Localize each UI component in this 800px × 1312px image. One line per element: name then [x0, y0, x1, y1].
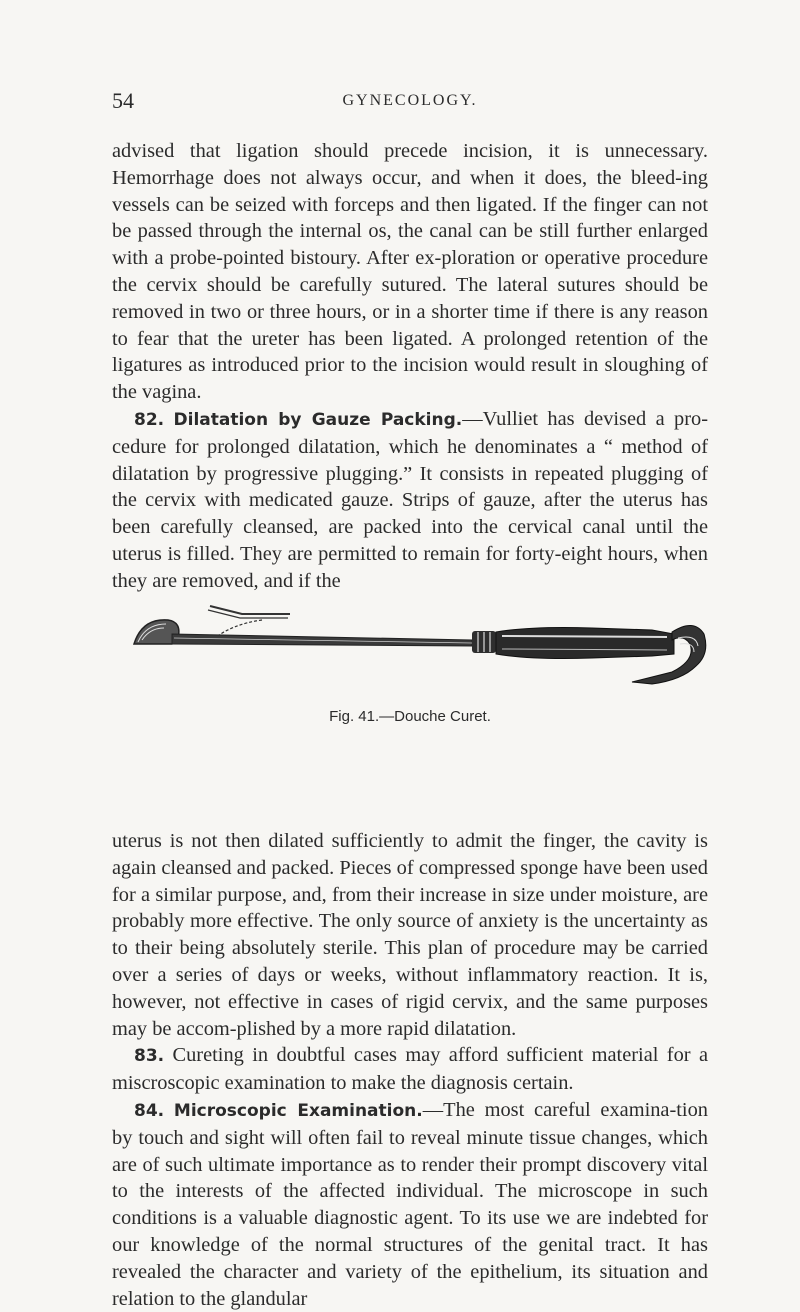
- figure-caption: Fig. 41.—Douche Curet.: [329, 708, 491, 725]
- section-number: 82.: [134, 409, 165, 430]
- section-number: 84.: [134, 1100, 165, 1121]
- paragraph-section-83: [112, 1042, 708, 1097]
- douche-curet-illustration: [112, 600, 712, 696]
- figure-douche-curet: [112, 600, 712, 696]
- page-header: [112, 88, 708, 118]
- paragraph-section-82: [112, 406, 708, 595]
- paragraph-continuation: uterus is not then dilated sufficiently to admit the finger, the cavity is again cleansed and packed. Pieces of compressed sponge have been used for a similar purpose, and, from their increase in size under moisture, are probably more effective. The only source of anxiety is the uncertainty as to their being absolutely sterile. This plan of procedure may be carried over a series of days or weeks, without inflammatory reaction. It is, however, not effective in cases of rigid cervix, and the same purposes may be accom-plished by a more rapid dilatation.: [112, 830, 708, 1040]
- section-body: —The most careful examina-tion by touch and sight will often fail to reveal minute tissue changes, which are of such ultimate importance as to render their prompt discovery vital to the interests of the affected individual. The microscope in such conditions is a valuable diagnostic agent. To its use we are indebted for our knowledge of the normal structures of the genital tract. It has revealed the character and variety of the epithelium, its situation and relation to the glandular: [112, 1098, 708, 1310]
- section-body: Cureting in doubtful cases may afford sufficient material for a miscroscopic examination to make the diagnosis certain.: [112, 1044, 708, 1095]
- paragraph-section-84: [112, 1097, 708, 1312]
- text-block-lower: [112, 828, 708, 1312]
- paragraph-ligation: advised that ligation should precede incision, it is unnecessary. Hemorrhage does not always occur, and when it does, the bleed-ing vessels can be seized with forceps and then ligated. If the finger can not be passed through the internal os, the canal can be still further enlarged with a probe-pointed bistoury. After ex-ploration or operative procedure the cervix should be carefully sutured. The lateral sutures should be removed in two or three hours, or in a shorter time if there is any reason to fear that the ureter has been ligated. A prolonged retention of the ligatures as introduced prior to the incision would result in sloughing of the vagina.: [112, 140, 708, 404]
- section-heading: Microscopic Examination.: [173, 1100, 423, 1121]
- section-heading: Dilatation by Gauze Packing.: [173, 409, 463, 430]
- section-number: 83.: [134, 1046, 165, 1067]
- section-body: —Vulliet has devised a pro-cedure for prolonged dilatation, which he denominates a “ method of dilatation by progressive plugging.” It consists in repeated plugging of the cervix with medicated gauze. Strips of gauze, after the uterus has been carefully cleansed, are packed into the cervical canal until the uterus is filled. They are permitted to remain for forty-eight hours, when they are removed, and if the: [112, 407, 708, 592]
- text-block-upper: [112, 138, 708, 595]
- running-head: GYNECOLOGY.: [342, 92, 478, 109]
- page-number: 54: [112, 88, 134, 113]
